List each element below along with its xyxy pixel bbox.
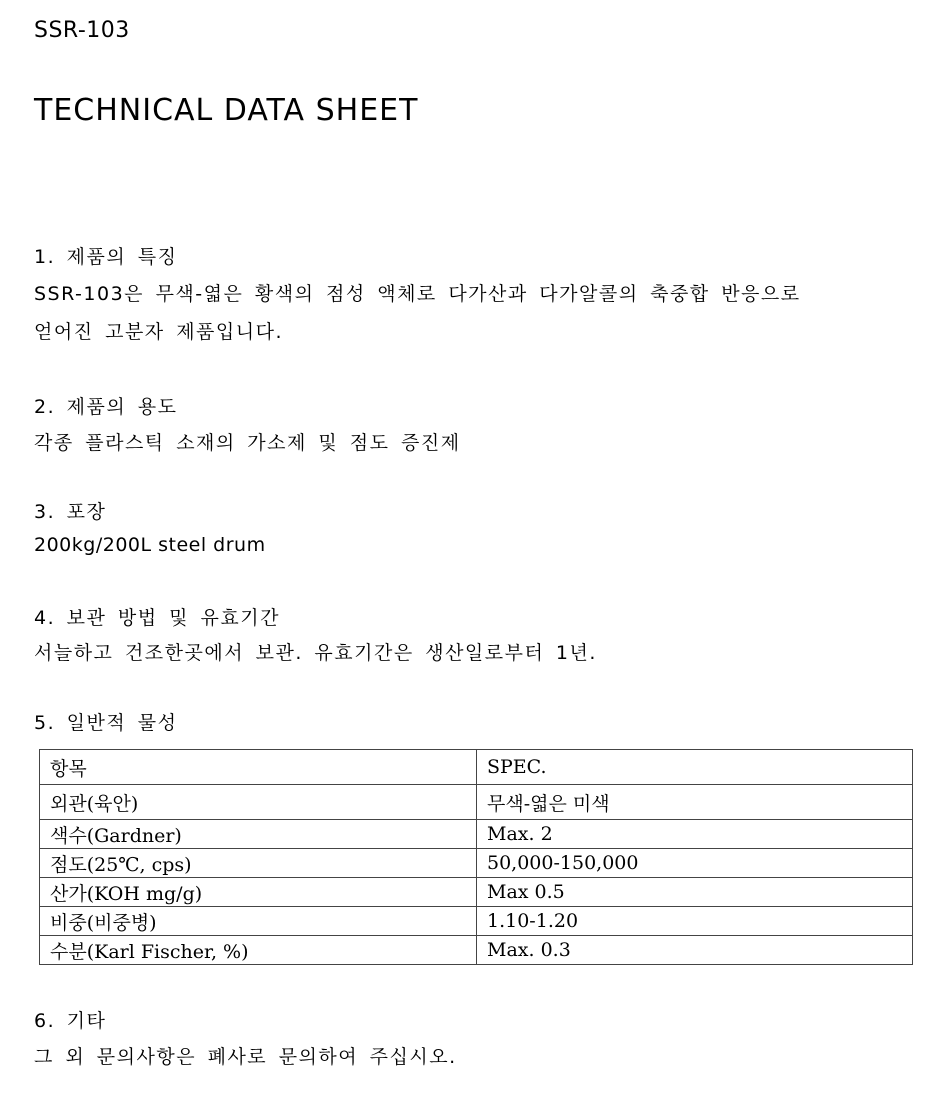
table-cell-property: 비중(비중병): [40, 907, 477, 936]
table-cell-property: 외관(육안): [40, 785, 477, 820]
table-cell-spec: Max 0.5: [477, 878, 913, 907]
table-cell-property: 점도(25℃, cps): [40, 849, 477, 878]
section-3-line-1: 200kg/200L steel drum: [34, 534, 266, 556]
section-2-heading: 2. 제품의 용도: [34, 396, 178, 418]
product-code: SSR-103: [34, 18, 130, 43]
table-cell-property: 산가(KOH mg/g): [40, 878, 477, 907]
table-row: [40, 936, 913, 965]
section-1-heading: 1. 제품의 특징: [34, 246, 178, 268]
table-cell-property: 색수(Gardner): [40, 820, 477, 849]
table-header-spec: SPEC.: [477, 750, 913, 785]
table-row: [40, 820, 913, 849]
table-cell-spec: 무색-엷은 미색: [477, 785, 913, 820]
section-5-heading: 5. 일반적 물성: [34, 712, 178, 734]
section-4-heading: 4. 보관 방법 및 유효기간: [34, 607, 280, 629]
section-6-line-1: 그 외 문의사항은 폐사로 문의하여 주십시오.: [34, 1046, 457, 1068]
table-cell-spec: Max. 2: [477, 820, 913, 849]
table-header-item: 항목: [40, 750, 477, 785]
table-cell-spec: Max. 0.3: [477, 936, 913, 965]
table-cell-property: 수분(Karl Fischer, %): [40, 936, 477, 965]
section-4-line-1: 서늘하고 건조한곳에서 보관. 유효기간은 생산일로부터 1년.: [34, 642, 597, 664]
section-6-heading: 6. 기타: [34, 1010, 107, 1032]
section-3-heading: 3. 포장: [34, 501, 107, 523]
table-header-row: [40, 750, 913, 785]
table-cell-spec: 50,000-150,000: [477, 849, 913, 878]
section-1-line-1: SSR-103은 무색-엷은 황색의 점성 액체로 다가산과 다가알콜의 축중합 반응으로: [34, 283, 801, 305]
properties-table: [39, 749, 913, 965]
table-row: [40, 849, 913, 878]
table-cell-spec: 1.10-1.20: [477, 907, 913, 936]
table-row: [40, 907, 913, 936]
document-title: TECHNICAL DATA SHEET: [34, 93, 419, 128]
table-row: [40, 878, 913, 907]
table-row: [40, 785, 913, 820]
section-1-line-2: 얻어진 고분자 제품입니다.: [34, 321, 284, 343]
section-2-line-1: 각종 플라스틱 소재의 가소제 및 점도 증진제: [34, 432, 461, 454]
